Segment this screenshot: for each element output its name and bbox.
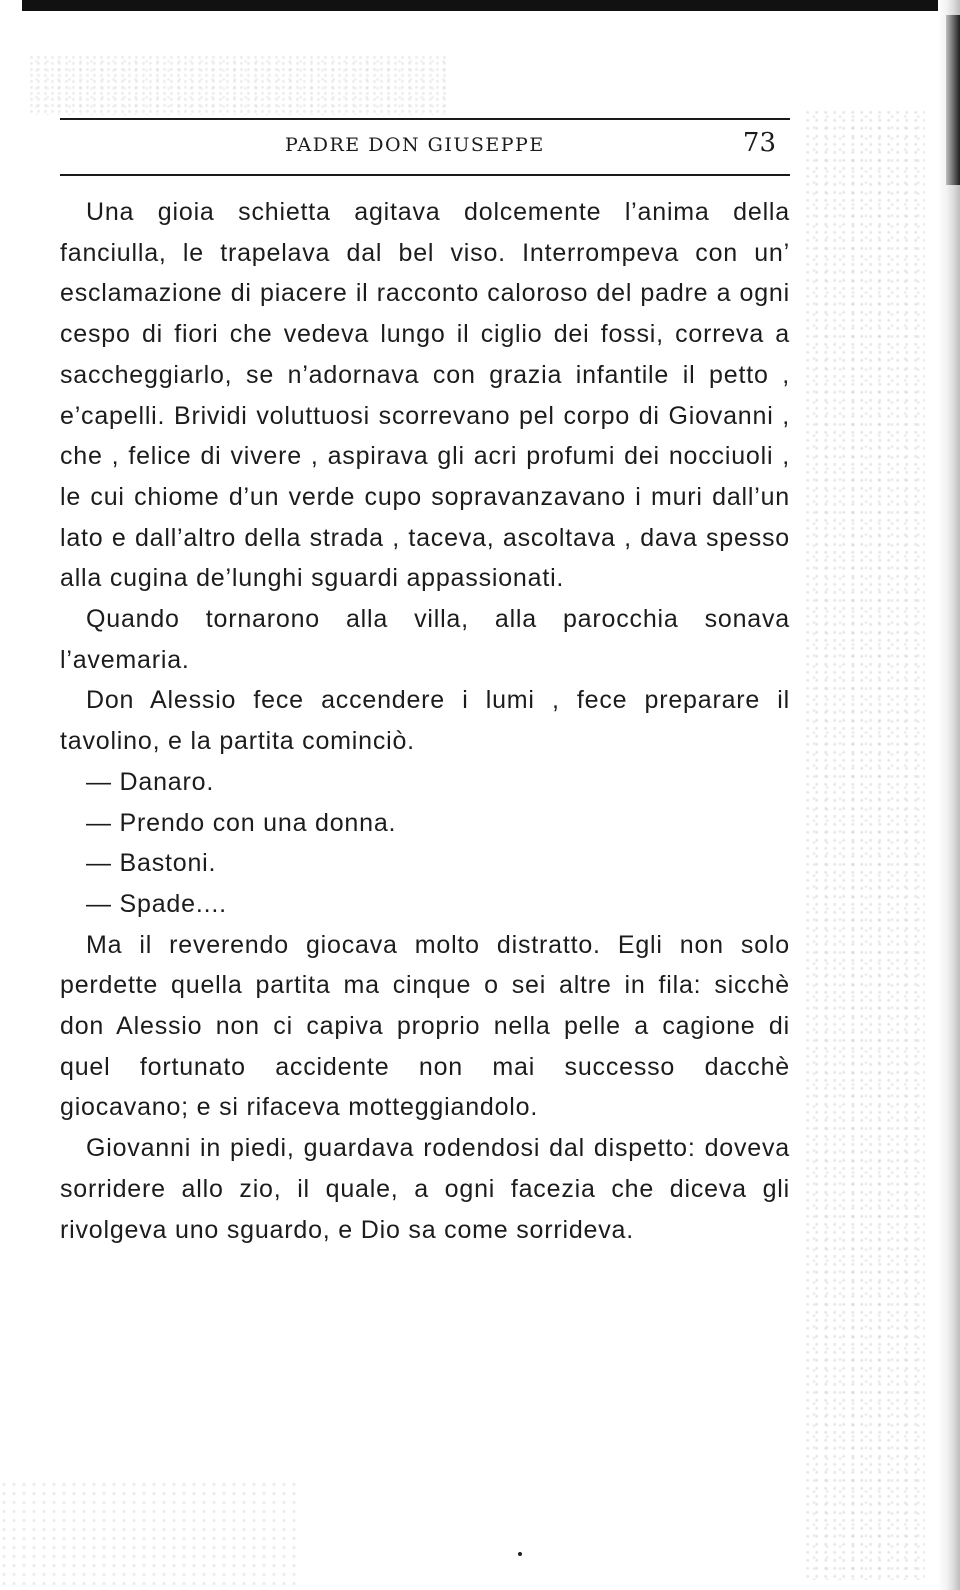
paragraph: Giovanni in piedi, guardava rodendosi dal dispetto: doveva sorridere allo zio, il quale, a ogni facezia che diceva gli rivolgeva uno sguardo, e Dio sa come sorrideva. [60,1134,790,1244]
running-head [60,128,790,168]
header-rule-top [60,118,790,120]
paragraph: Ma il reverendo giocava molto distratto. Egli non solo perdette quella partita ma cinque o sei altre in fila: sicchè don Alessio non ci capiva proprio nella pelle a cagione di quel fortunato accidente non mai successo dacchè giocavano; e si rifaceva motteggiandolo. [60,930,790,1122]
dialogue-line: — Spade.... [86,889,227,918]
body-text [60,192,790,1250]
ink-speck [518,1552,522,1556]
scan-top-edge [22,0,960,11]
dialogue-line: — Prendo con una donna. [86,808,397,837]
paper-speckle-top [30,55,450,115]
dialogue-line: — Bastoni. [86,849,217,878]
paper-speckle-bottom [0,1480,300,1590]
dialogue-line: — Danaro. [86,767,215,796]
running-title: PADRE DON GIUSEPPE [285,134,545,156]
scan-right-shadow [946,15,960,185]
paragraph: Quando tornarono alla villa, alla parocchia sonava l’avemaria. [60,605,790,674]
header-rule-bottom [60,174,790,176]
page-number: 73 [742,128,776,158]
scan-right-edge [938,0,960,1590]
paper-speckle-right [805,110,925,1580]
paragraph: Don Alessio fece accendere i lumi , fece preparare il tavolino, e la partita cominciò. [60,686,790,756]
paragraph: Una gioia schietta agitava dolcemente l’anima della fanciulla, le trapelava dal bel viso. Interrompeva con un’ esclamazione di piacere il racconto caloroso del padre a ogni cespo di fiori che vedeva lungo il ciglio dei fossi, correva a saccheggiarlo, se n’adornava con grazia infantile il petto , e’capelli. Brividi voluttuosi scorrevano pel corpo di Giovanni , che , felice di vivere , aspirava gli acri profumi dei nocciuoli , le cui chiome d’un verde cupo sopravanzavano i muri dall’un lato e dall’altro della strada , taceva, ascoltava , dava spesso alla cugina de’lunghi sguardi appassionati. [60,198,790,593]
